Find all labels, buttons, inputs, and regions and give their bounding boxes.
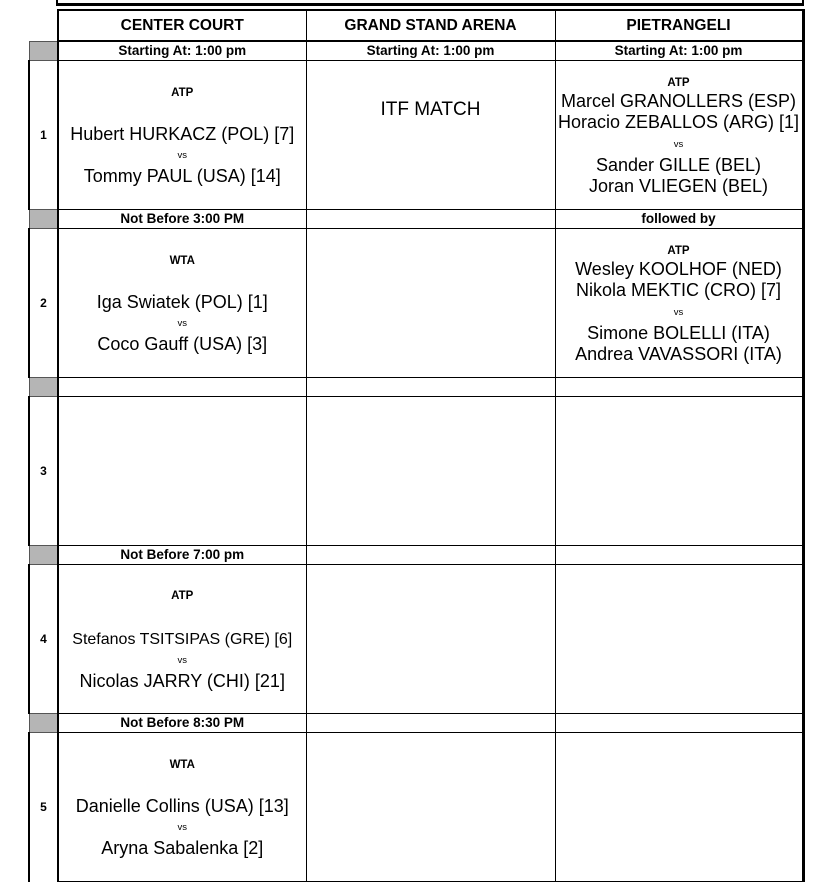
start-time-center-4: Not Before 7:00 pm [58,546,306,565]
time-row-4 [29,546,803,565]
match-pietrangeli-2 [555,229,803,378]
player-line: Simone BOLELLI (ITA) [587,322,770,343]
player-line: Tommy PAUL (USA) [14] [83,166,281,186]
start-time-pietrangeli-5 [555,714,803,733]
match-row-1 [29,61,803,210]
court-header-pietrangeli: PIETRANGELI [555,10,803,41]
player-line: Horacio ZEBALLOS (ARG) [1] [557,112,800,132]
match-row-5 [29,733,803,882]
row-number-1: 1 [29,61,58,210]
row-marker-3 [29,378,58,397]
player-line: Joran VLIEGEN (BEL) [588,176,769,196]
match-grandstand-2 [306,229,555,378]
match-grandstand-5 [306,733,555,882]
start-time-grandstand-4 [306,546,555,565]
time-row-1 [29,41,803,61]
row-number-5: 5 [29,733,58,882]
match-type: ATP [667,244,690,257]
time-row-2 [29,210,803,229]
match-grandstand-4 [306,565,555,714]
player-line: Marcel GRANOLLERS (ESP) [560,90,797,111]
start-time-pietrangeli-4 [555,546,803,565]
player-line: Wesley KOOLHOF (NED) [575,258,782,279]
top-border [56,0,804,6]
vs-label: vs [177,822,187,833]
row-marker-1 [29,41,58,61]
start-time-grandstand-1: Starting At: 1:00 pm [306,41,555,61]
match-type: ATP [667,76,690,89]
start-time-grandstand-3 [306,378,555,397]
player-line: Aryna Sabalenka [2] [101,838,264,858]
match-center-3 [58,397,306,546]
match-center-4 [58,565,306,714]
vs-label: vs [177,655,187,666]
player-line: Nikola MEKTIC (CRO) [7] [575,280,782,300]
court-header-center: CENTER COURT [58,10,306,41]
match-type: WTA [169,758,195,771]
player-line: Andrea VAVASSORI (ITA) [575,344,782,364]
start-time-pietrangeli-1: Starting At: 1:00 pm [555,41,803,61]
match-row-4 [29,565,803,714]
row-marker-5 [29,714,58,733]
match-row-3 [29,397,803,546]
match-center-1 [58,61,306,210]
match-type: ATP [171,86,194,99]
start-time-center-5: Not Before 8:30 PM [58,714,306,733]
player-line: Nicolas JARRY (CHI) [21] [79,671,285,691]
start-time-pietrangeli-3 [555,378,803,397]
time-row-3 [29,378,803,397]
vs-label: vs [673,138,684,150]
player-line: Sander GILLE (BEL) [595,154,762,175]
player-line: Coco Gauff (USA) [3] [97,334,268,354]
match-grandstand-3 [306,397,555,546]
order-of-play-table [28,9,805,882]
match-pietrangeli-5 [555,733,803,882]
header-corner [29,10,58,41]
time-row-5 [29,714,803,733]
court-header-row [29,10,803,41]
row-number-3: 3 [29,397,58,546]
start-time-pietrangeli-2: followed by [555,210,803,229]
vs-label: vs [673,306,684,318]
match-type: ATP [171,589,194,602]
start-time-center-3 [58,378,306,397]
row-number-4: 4 [29,565,58,714]
player-line: Hubert HURKACZ (POL) [7] [70,123,295,144]
vs-label: vs [177,318,187,329]
match-pietrangeli-3 [555,397,803,546]
player-line: Stefanos TSITSIPAS (GRE) [6] [72,630,293,648]
vs-label: vs [177,150,187,161]
start-time-center-2: Not Before 3:00 PM [58,210,306,229]
row-number-2: 2 [29,229,58,378]
itf-match-label: ITF MATCH [380,99,481,120]
court-header-grandstand: GRAND STAND ARENA [306,10,555,41]
match-row-2 [29,229,803,378]
player-line: Iga Swiatek (POL) [1] [96,291,268,312]
match-type: WTA [169,254,195,267]
match-pietrangeli-4 [555,565,803,714]
match-center-5 [58,733,306,882]
match-grandstand-1 [306,61,555,210]
start-time-center-1: Starting At: 1:00 pm [58,41,306,61]
row-marker-2 [29,210,58,229]
row-marker-4 [29,546,58,565]
match-center-2 [58,229,306,378]
start-time-grandstand-5 [306,714,555,733]
player-line: Danielle Collins (USA) [13] [75,795,289,816]
match-pietrangeli-1 [555,61,803,210]
start-time-grandstand-2 [306,210,555,229]
